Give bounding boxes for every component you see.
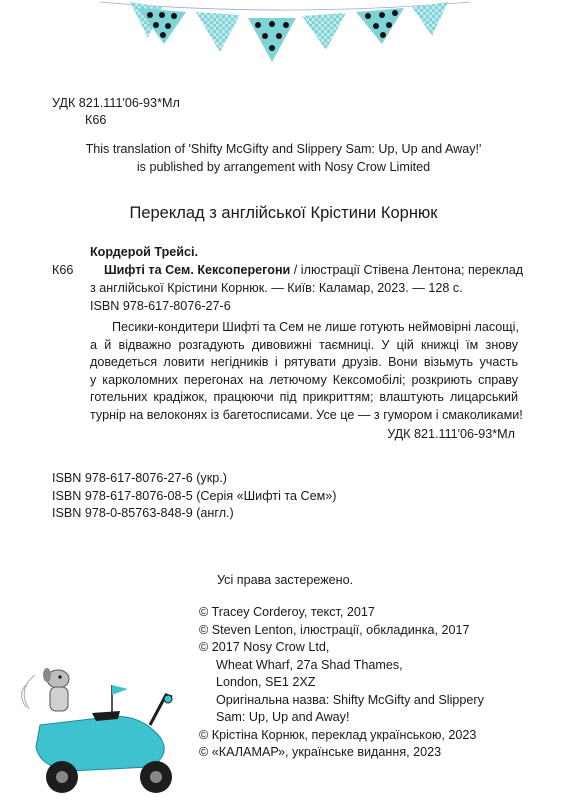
translation-notice-line: is published by arrangement with Nosy Crow Limited [136,159,431,174]
bib-author: Кордерой Трейсі. [90,245,199,259]
annotation-line: Песики-кондитери Шифті та Сем не лише готують неймовірні ласощі, [112,320,519,334]
bib-title: Шифті та Сем. Кексоперегони [104,263,291,277]
annotation [90,319,523,424]
annotation-line: готельних крадіжок, працюючи під прикриттям; влаштують лицарський [90,390,518,404]
bunting-flag [412,2,448,36]
copyright-line: © Крістіна Корнюк, переклад українською, 2023 [199,727,477,742]
isbn-line: ISBN 978-0-85763-848-9 (англ.) [52,506,234,520]
bunting-flag [196,12,240,52]
isbn-line: ISBN 978-617-8076-08-5 (Серія «Шифті та Сем») [52,488,337,503]
bib-publication-line: з англійської Крістини Корнюк. — Київ: Каламар, 2023. — 128 с. [90,281,463,295]
copyright-line: © 2017 Nosy Crow Ltd, [199,640,330,654]
bib-title-line [104,262,523,280]
isbn-line: ISBN 978-617-8076-27-6 (укр.) [52,471,227,485]
translator-credit: Переклад з англійської Крістини Корнюк [129,204,438,222]
copyright-line: Оригінальна назва: Shifty McGifty and Slippery [216,692,484,707]
udk-code: УДК 821.111'06-93*Мл [52,96,180,110]
scooter-illustration [0,655,200,800]
bib-title-rest: / ілюстрації Стівена Лентона; переклад [290,263,524,277]
annotation-line: доведеться ловити негідників і рятувати друзів. Вони візьмуть участь [90,355,518,369]
copyright-line: London, SE1 2XZ [216,675,316,689]
copyright-list [199,604,484,762]
annotation-line: а й відважно розгадують дивовижні таємниці. У цій книжці їм знову [90,337,518,352]
bunting-decoration [0,0,567,78]
copyright-line: © «КАЛАМАР», українське видання, 2023 [199,745,442,759]
author-mark: К66 [85,113,107,127]
annotation-line: у карколомних перегонах на летючому Кексомобілі; розкриють справу [90,372,518,387]
bunting-flag [302,13,346,50]
bib-author-mark: К66 [52,263,74,277]
translation-notice-line: This translation of 'Shifty McGifty and Slippery Sam: Up, Up and Away!' [85,142,482,156]
udk-code-bottom: УДК 821.111'06-93*Мл [387,427,515,441]
annotation-line: турнір на велоконях із багетосписами. Усе це — з гумором і смаколиками! [90,407,523,422]
bib-isbn: ISBN 978-617-8076-27-6 [90,299,231,313]
isbn-list [52,470,336,523]
rights-reserved: Усі права застережено. [217,573,354,587]
copyright-line: Wheat Wharf, 27a Shad Thames, [216,657,403,672]
copyright-line: © Tracey Corderoy, текст, 2017 [199,605,375,619]
copyright-line: © Steven Lenton, ілюстрації, обкладинка, 2017 [199,622,470,637]
copyright-line: Sam: Up, Up and Away! [216,710,350,724]
translation-notice [60,141,507,176]
